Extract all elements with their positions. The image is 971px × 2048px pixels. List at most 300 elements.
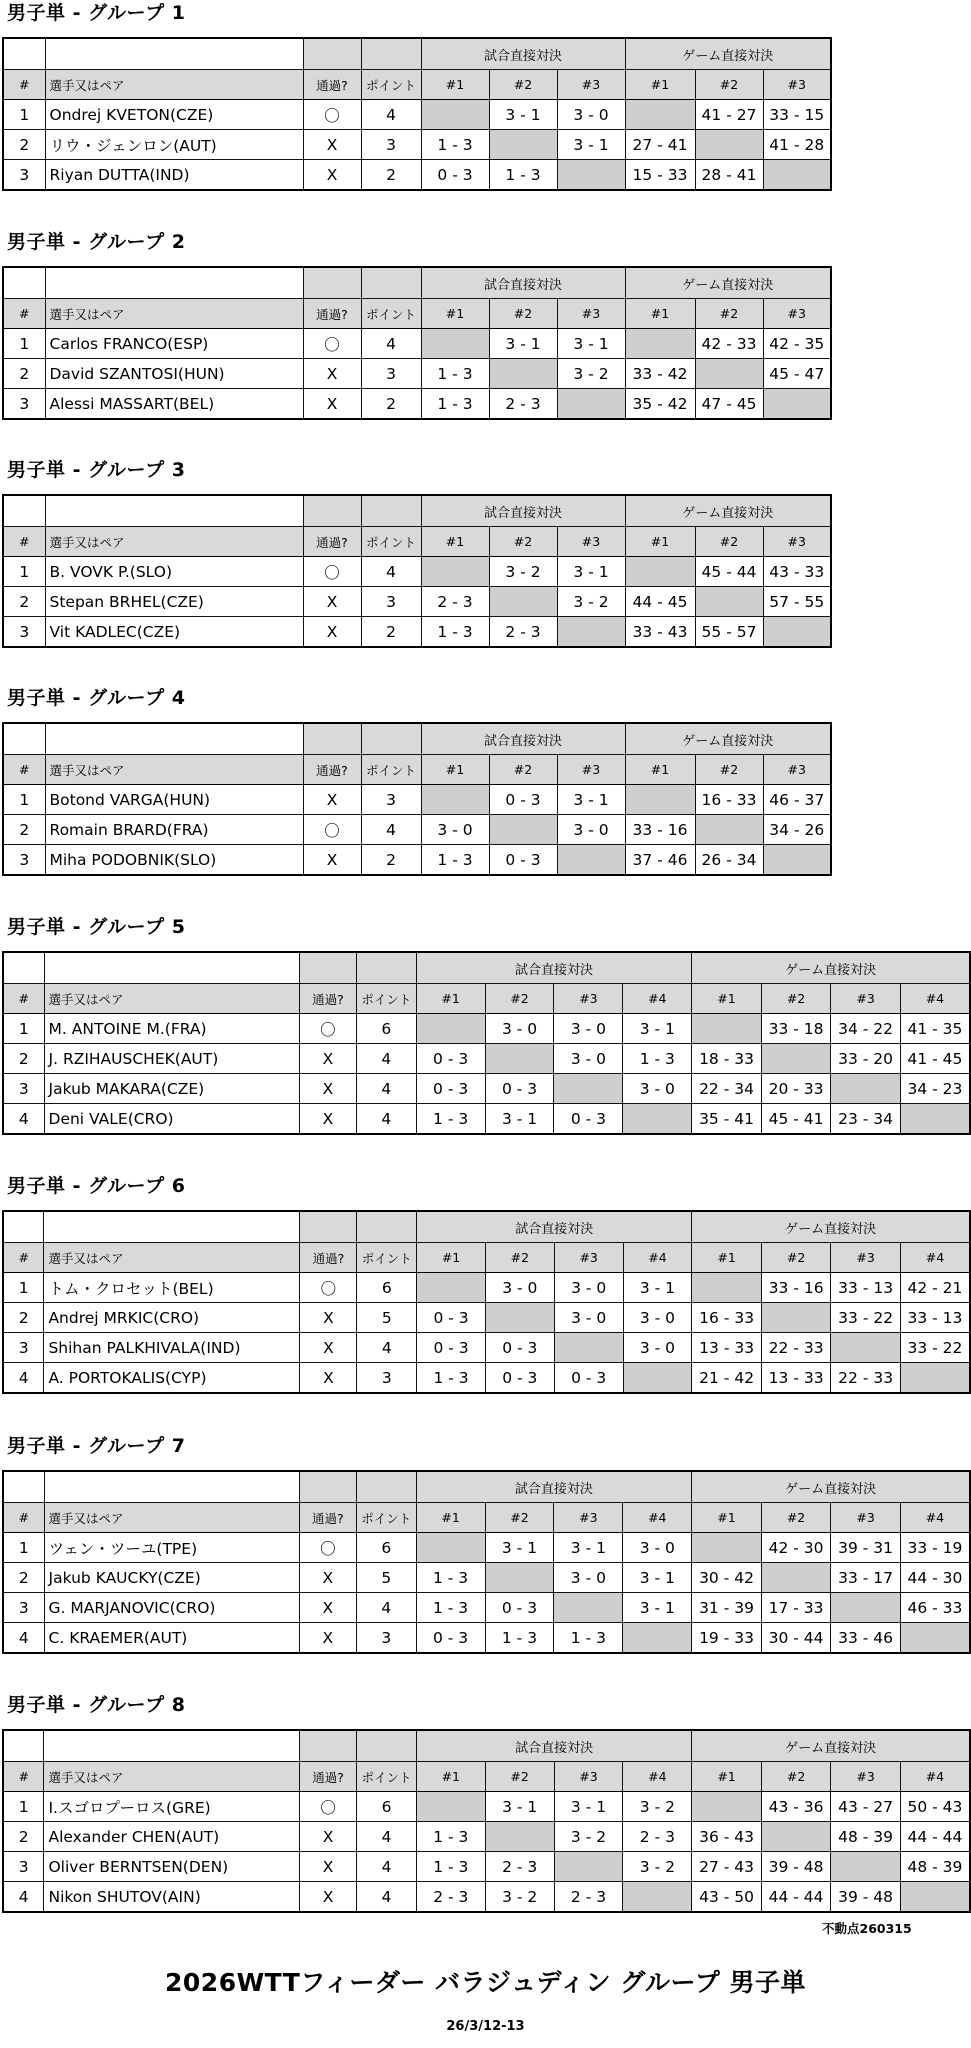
- points-cell: 4: [357, 1822, 417, 1852]
- game-col-header: #2: [761, 1243, 831, 1273]
- match-score-cell: 3 - 0: [557, 815, 625, 845]
- match-score-cell: [416, 1533, 485, 1563]
- table-row: [3, 1882, 970, 1913]
- player-name: David SZANTOSI(HUN): [45, 359, 303, 389]
- match-score-cell: 3 - 0: [554, 1563, 623, 1593]
- game-score-cell: 28 - 41: [695, 160, 763, 191]
- header-blank: [45, 723, 303, 755]
- game-score-cell: 17 - 33: [761, 1593, 831, 1623]
- advance-mark: X: [300, 1363, 357, 1394]
- points-cell: 5: [357, 1303, 417, 1333]
- advance-header: 通過?: [303, 755, 361, 785]
- standings-table: [2, 722, 832, 876]
- header-blank: [3, 1211, 44, 1243]
- game-col-header: #1: [692, 1503, 762, 1533]
- game-score-cell: 43 - 27: [831, 1792, 901, 1822]
- match-score-cell: 1 - 3: [485, 1623, 554, 1654]
- match-col-header: #3: [557, 299, 625, 329]
- game-col-header: #3: [763, 755, 831, 785]
- match-score-cell: 3 - 0: [554, 1303, 623, 1333]
- points-cell: 3: [361, 130, 421, 160]
- game-col-header: #1: [692, 984, 762, 1014]
- match-score-cell: 3 - 2: [623, 1852, 692, 1882]
- game-score-cell: 45 - 47: [763, 359, 831, 389]
- rank-cell: 3: [3, 389, 45, 420]
- points-cell: 2: [361, 617, 421, 648]
- game-score-cell: 35 - 41: [692, 1104, 762, 1135]
- match-score-cell: 1 - 3: [416, 1852, 485, 1882]
- match-col-header: #2: [485, 1243, 554, 1273]
- game-score-cell: [831, 1593, 901, 1623]
- game-score-cell: [831, 1852, 901, 1882]
- table-row: [3, 1792, 970, 1822]
- advance-mark: X: [300, 1303, 357, 1333]
- points-cell: 2: [361, 160, 421, 191]
- header-blank: [303, 495, 361, 527]
- match-score-cell: 1 - 3: [421, 389, 489, 420]
- header-row-columns: [3, 70, 831, 100]
- page-title: 2026WTTフィーダー バラジュディン グループ 男子単: [165, 1968, 806, 1997]
- match-score-cell: [421, 329, 489, 359]
- match-col-header: #2: [489, 70, 557, 100]
- header-row-columns: [3, 984, 970, 1014]
- match-score-cell: 3 - 1: [489, 100, 557, 130]
- rank-cell: 1: [3, 557, 45, 587]
- game-h2h-header: ゲーム直接対決: [625, 267, 831, 299]
- table-row: [3, 1623, 970, 1654]
- game-score-cell: 33 - 15: [763, 100, 831, 130]
- group-title: 男子単 - グループ 7: [7, 1435, 186, 1457]
- table-row: [3, 1014, 970, 1044]
- header-row-sections: [3, 38, 831, 70]
- header-blank: [3, 1471, 44, 1503]
- match-score-cell: [489, 359, 557, 389]
- game-score-cell: [763, 389, 831, 420]
- rank-cell: 1: [3, 785, 45, 815]
- game-score-cell: [695, 130, 763, 160]
- game-score-cell: 23 - 34: [831, 1104, 901, 1135]
- match-score-cell: 0 - 3: [421, 160, 489, 191]
- game-score-cell: [761, 1563, 831, 1593]
- match-score-cell: [557, 160, 625, 191]
- advance-header: 通過?: [299, 984, 356, 1014]
- table-row: [3, 1852, 970, 1882]
- game-col-header: #3: [831, 1503, 901, 1533]
- rank-cell: 3: [3, 160, 45, 191]
- game-col-header: #2: [695, 755, 763, 785]
- game-col-header: #4: [900, 984, 970, 1014]
- header-row-columns: [3, 1762, 970, 1792]
- game-col-header: #3: [763, 527, 831, 557]
- game-col-header: #4: [900, 1762, 970, 1792]
- player-name: C. KRAEMER(AUT): [44, 1623, 299, 1654]
- advance-mark: X: [300, 1333, 357, 1363]
- game-col-header: #2: [761, 984, 831, 1014]
- points-cell: 3: [356, 1623, 416, 1654]
- game-score-cell: 33 - 17: [831, 1563, 901, 1593]
- player-name: A. PORTOKALIS(CYP): [44, 1363, 300, 1394]
- points-header: ポイント: [357, 1243, 417, 1273]
- points-header: ポイント: [361, 755, 421, 785]
- game-score-cell: 18 - 33: [692, 1044, 762, 1074]
- game-score-cell: 13 - 33: [761, 1363, 831, 1394]
- game-score-cell: [692, 1014, 762, 1044]
- game-score-cell: 35 - 42: [625, 389, 695, 420]
- player-name: Vit KADLEC(CZE): [45, 617, 303, 648]
- header-blank: [45, 495, 303, 527]
- header-blank: [361, 38, 421, 70]
- game-score-cell: 46 - 33: [900, 1593, 970, 1623]
- match-score-cell: 3 - 2: [485, 1882, 554, 1913]
- points-cell: 4: [357, 1333, 417, 1363]
- match-score-cell: [623, 1104, 692, 1135]
- game-score-cell: [625, 785, 695, 815]
- match-score-cell: 3 - 1: [623, 1014, 692, 1044]
- game-score-cell: [900, 1623, 970, 1654]
- player-name: Miha PODOBNIK(SLO): [45, 845, 303, 876]
- player-name: Deni VALE(CRO): [44, 1104, 299, 1135]
- header-row-columns: [3, 527, 831, 557]
- player-name: Nikon SHUTOV(AIN): [44, 1882, 300, 1913]
- match-score-cell: 3 - 2: [557, 359, 625, 389]
- match-score-cell: 1 - 3: [417, 1363, 486, 1394]
- game-score-cell: 44 - 30: [900, 1563, 970, 1593]
- game-h2h-header: ゲーム直接対決: [625, 723, 831, 755]
- table-row: [3, 389, 831, 420]
- header-blank: [357, 1730, 417, 1762]
- match-col-header: #3: [554, 1243, 623, 1273]
- standings-table: [2, 494, 832, 648]
- points-header: ポイント: [356, 984, 416, 1014]
- header-row-sections: [3, 495, 831, 527]
- advance-header: 通過?: [300, 1243, 357, 1273]
- player-name: Oliver BERNTSEN(DEN): [44, 1852, 300, 1882]
- game-score-cell: 42 - 35: [763, 329, 831, 359]
- match-score-cell: 0 - 3: [417, 1303, 486, 1333]
- match-score-cell: 2 - 3: [485, 1852, 554, 1882]
- game-score-cell: 30 - 42: [692, 1563, 762, 1593]
- match-score-cell: [489, 815, 557, 845]
- header-blank: [3, 38, 45, 70]
- table-row: [3, 587, 831, 617]
- rank-cell: 2: [3, 815, 45, 845]
- game-score-cell: 33 - 16: [761, 1273, 831, 1303]
- game-score-cell: 43 - 33: [763, 557, 831, 587]
- game-score-cell: 45 - 44: [695, 557, 763, 587]
- match-score-cell: 0 - 3: [416, 1074, 485, 1104]
- game-score-cell: 27 - 41: [625, 130, 695, 160]
- advance-mark: X: [303, 130, 361, 160]
- game-col-header: #2: [695, 299, 763, 329]
- game-col-header: #1: [625, 70, 695, 100]
- game-score-cell: 33 - 16: [625, 815, 695, 845]
- game-score-cell: 50 - 43: [900, 1792, 970, 1822]
- game-col-header: #4: [900, 1503, 970, 1533]
- game-h2h-header: ゲーム直接対決: [625, 38, 831, 70]
- header-row-sections: [3, 267, 831, 299]
- rank-header: #: [3, 70, 45, 100]
- rank-cell: 2: [3, 1563, 44, 1593]
- rank-header: #: [3, 1243, 44, 1273]
- match-score-cell: 3 - 1: [489, 329, 557, 359]
- match-score-cell: 0 - 3: [485, 1333, 554, 1363]
- game-col-header: #4: [900, 1243, 970, 1273]
- match-score-cell: [557, 845, 625, 876]
- table-row: [3, 100, 831, 130]
- player-name: リウ・ジェンロン(AUT): [45, 130, 303, 160]
- rank-cell: 1: [3, 1792, 44, 1822]
- standings-table: [2, 951, 971, 1135]
- game-score-cell: 34 - 26: [763, 815, 831, 845]
- standings-table: [2, 266, 832, 420]
- match-score-cell: 1 - 3: [421, 845, 489, 876]
- player-name: Riyan DUTTA(IND): [45, 160, 303, 191]
- header-blank: [299, 952, 356, 984]
- game-score-cell: 43 - 36: [761, 1792, 831, 1822]
- standings-table: [2, 37, 832, 191]
- match-score-cell: 3 - 1: [485, 1792, 554, 1822]
- advance-mark: X: [299, 1563, 356, 1593]
- table-row: [3, 359, 831, 389]
- game-score-cell: [763, 617, 831, 648]
- header-blank: [361, 723, 421, 755]
- rank-cell: 2: [3, 1303, 44, 1333]
- table-row: [3, 1563, 970, 1593]
- match-score-cell: 0 - 3: [485, 1074, 554, 1104]
- match-score-cell: 1 - 3: [416, 1822, 485, 1852]
- event-date: 26/3/12-13: [446, 2019, 525, 2034]
- match-col-header: #4: [623, 984, 692, 1014]
- advance-mark: 〇: [303, 557, 361, 587]
- match-score-cell: [417, 1273, 486, 1303]
- match-col-header: #1: [416, 1762, 485, 1792]
- points-cell: 4: [356, 1074, 416, 1104]
- game-score-cell: 34 - 23: [900, 1074, 970, 1104]
- table-row: [3, 845, 831, 876]
- game-col-header: #1: [692, 1243, 762, 1273]
- group-title: 男子単 - グループ 2: [7, 231, 186, 253]
- match-score-cell: 3 - 0: [485, 1273, 554, 1303]
- match-score-cell: 1 - 3: [421, 359, 489, 389]
- game-score-cell: 44 - 45: [625, 587, 695, 617]
- points-cell: 4: [357, 1852, 417, 1882]
- header-blank: [303, 38, 361, 70]
- match-col-header: #3: [557, 755, 625, 785]
- header-row-sections: [3, 1730, 970, 1762]
- table-row: [3, 557, 831, 587]
- advance-header: 通過?: [299, 1503, 356, 1533]
- header-blank: [3, 1730, 44, 1762]
- rank-cell: 2: [3, 587, 45, 617]
- player-name: B. VOVK P.(SLO): [45, 557, 303, 587]
- match-score-cell: 2 - 3: [554, 1882, 623, 1913]
- advance-mark: X: [300, 1882, 357, 1913]
- game-score-cell: 19 - 33: [692, 1623, 762, 1654]
- game-score-cell: 44 - 44: [761, 1882, 831, 1913]
- table-row: [3, 160, 831, 191]
- rank-cell: 3: [3, 1852, 44, 1882]
- match-score-cell: 3 - 0: [485, 1014, 554, 1044]
- group-title: 男子単 - グループ 8: [7, 1694, 186, 1716]
- player-header: 選手又はペア: [45, 527, 303, 557]
- points-cell: 3: [361, 587, 421, 617]
- advance-mark: X: [300, 1822, 357, 1852]
- rank-header: #: [3, 1762, 44, 1792]
- table-row: [3, 1044, 970, 1074]
- advance-mark: X: [303, 359, 361, 389]
- rank-cell: 4: [3, 1104, 44, 1135]
- rank-header: #: [3, 755, 45, 785]
- table-row: [3, 1303, 970, 1333]
- match-score-cell: 0 - 3: [489, 845, 557, 876]
- group-title: 男子単 - グループ 6: [7, 1175, 186, 1197]
- advance-mark: X: [299, 1044, 356, 1074]
- player-name: Alessi MASSART(BEL): [45, 389, 303, 420]
- game-score-cell: [761, 1822, 831, 1852]
- match-score-cell: [421, 100, 489, 130]
- player-name: Romain BRARD(FRA): [45, 815, 303, 845]
- game-score-cell: 16 - 33: [695, 785, 763, 815]
- player-name: J. RZIHAUSCHEK(AUT): [44, 1044, 299, 1074]
- game-score-cell: 33 - 13: [831, 1273, 901, 1303]
- game-col-header: #3: [831, 984, 901, 1014]
- match-score-cell: [421, 557, 489, 587]
- game-score-cell: 27 - 43: [692, 1852, 762, 1882]
- game-score-cell: 39 - 31: [831, 1533, 901, 1563]
- standings-table: [2, 1729, 971, 1913]
- match-score-cell: 3 - 1: [554, 1533, 623, 1563]
- player-name: Alexander CHEN(AUT): [44, 1822, 300, 1852]
- game-col-header: #2: [761, 1503, 831, 1533]
- player-name: Stepan BRHEL(CZE): [45, 587, 303, 617]
- rank-cell: 3: [3, 617, 45, 648]
- player-name: トム・クロセット(BEL): [44, 1273, 300, 1303]
- advance-mark: X: [303, 389, 361, 420]
- match-score-cell: 3 - 1: [557, 130, 625, 160]
- player-header: 選手又はペア: [44, 1503, 299, 1533]
- rank-header: #: [3, 984, 44, 1014]
- match-score-cell: 0 - 3: [417, 1333, 486, 1363]
- header-blank: [299, 1471, 356, 1503]
- game-score-cell: 57 - 55: [763, 587, 831, 617]
- match-score-cell: 2 - 3: [489, 389, 557, 420]
- game-score-cell: 15 - 33: [625, 160, 695, 191]
- points-cell: 4: [356, 1104, 416, 1135]
- rank-cell: 2: [3, 359, 45, 389]
- match-score-cell: [485, 1822, 554, 1852]
- game-h2h-header: ゲーム直接対決: [692, 1211, 970, 1243]
- match-h2h-header: 試合直接対決: [421, 495, 625, 527]
- match-col-header: #2: [485, 1503, 554, 1533]
- group-title: 男子単 - グループ 5: [7, 916, 186, 938]
- match-score-cell: [489, 130, 557, 160]
- match-score-cell: 3 - 2: [489, 557, 557, 587]
- player-header: 選手又はペア: [44, 984, 299, 1014]
- points-cell: 4: [361, 329, 421, 359]
- game-score-cell: 20 - 33: [761, 1074, 831, 1104]
- player-header: 選手又はペア: [45, 755, 303, 785]
- points-cell: 4: [361, 100, 421, 130]
- rank-cell: 3: [3, 1333, 44, 1363]
- game-score-cell: [625, 329, 695, 359]
- footer-note: 不動点260315: [822, 1921, 912, 1936]
- match-score-cell: 3 - 1: [623, 1273, 692, 1303]
- game-score-cell: 42 - 21: [900, 1273, 970, 1303]
- game-score-cell: 22 - 33: [761, 1333, 831, 1363]
- game-score-cell: 43 - 50: [692, 1882, 762, 1913]
- points-cell: 3: [361, 359, 421, 389]
- match-score-cell: [554, 1593, 623, 1623]
- header-blank: [3, 723, 45, 755]
- header-blank: [300, 1211, 357, 1243]
- game-score-cell: 37 - 46: [625, 845, 695, 876]
- game-score-cell: 48 - 39: [831, 1822, 901, 1852]
- header-blank: [303, 267, 361, 299]
- points-header: ポイント: [361, 70, 421, 100]
- match-score-cell: 3 - 1: [554, 1792, 623, 1822]
- player-name: G. MARJANOVIC(CRO): [44, 1593, 299, 1623]
- advance-header: 通過?: [300, 1762, 357, 1792]
- match-score-cell: 3 - 2: [623, 1792, 692, 1822]
- player-header: 選手又はペア: [45, 299, 303, 329]
- match-col-header: #1: [421, 527, 489, 557]
- rank-cell: 4: [3, 1623, 44, 1654]
- game-col-header: #1: [625, 755, 695, 785]
- game-score-cell: 48 - 39: [900, 1852, 970, 1882]
- match-col-header: #1: [421, 755, 489, 785]
- header-row-sections: [3, 1211, 970, 1243]
- advance-header: 通過?: [303, 299, 361, 329]
- game-col-header: #3: [831, 1243, 901, 1273]
- game-col-header: #3: [831, 1762, 901, 1792]
- match-col-header: #3: [557, 527, 625, 557]
- match-score-cell: 3 - 2: [554, 1822, 623, 1852]
- game-h2h-header: ゲーム直接対決: [692, 952, 970, 984]
- game-col-header: #1: [692, 1762, 762, 1792]
- game-score-cell: 22 - 33: [831, 1363, 901, 1394]
- match-score-cell: 3 - 0: [554, 1044, 623, 1074]
- match-col-header: #3: [554, 1503, 623, 1533]
- points-cell: 3: [357, 1363, 417, 1394]
- group-title: 男子単 - グループ 3: [7, 459, 186, 481]
- game-h2h-header: ゲーム直接対決: [625, 495, 831, 527]
- game-score-cell: [761, 1044, 831, 1074]
- game-col-header: #1: [625, 527, 695, 557]
- rank-header: #: [3, 1503, 44, 1533]
- match-col-header: #3: [554, 1762, 623, 1792]
- points-cell: 6: [356, 1014, 416, 1044]
- table-row: [3, 130, 831, 160]
- match-score-cell: 3 - 0: [557, 100, 625, 130]
- advance-mark: X: [300, 1852, 357, 1882]
- advance-mark: 〇: [303, 815, 361, 845]
- match-score-cell: [421, 785, 489, 815]
- game-h2h-header: ゲーム直接対決: [692, 1730, 970, 1762]
- match-h2h-header: 試合直接対決: [421, 267, 625, 299]
- rank-cell: 1: [3, 329, 45, 359]
- match-col-header: #1: [416, 984, 485, 1014]
- player-name: Ondrej KVETON(CZE): [45, 100, 303, 130]
- match-score-cell: [485, 1303, 554, 1333]
- points-cell: 2: [361, 845, 421, 876]
- rank-cell: 1: [3, 1014, 44, 1044]
- rank-cell: 4: [3, 1882, 44, 1913]
- player-name: Botond VARGA(HUN): [45, 785, 303, 815]
- game-score-cell: 42 - 30: [761, 1533, 831, 1563]
- match-score-cell: 1 - 3: [416, 1104, 485, 1135]
- game-score-cell: [692, 1273, 762, 1303]
- game-score-cell: 33 - 43: [625, 617, 695, 648]
